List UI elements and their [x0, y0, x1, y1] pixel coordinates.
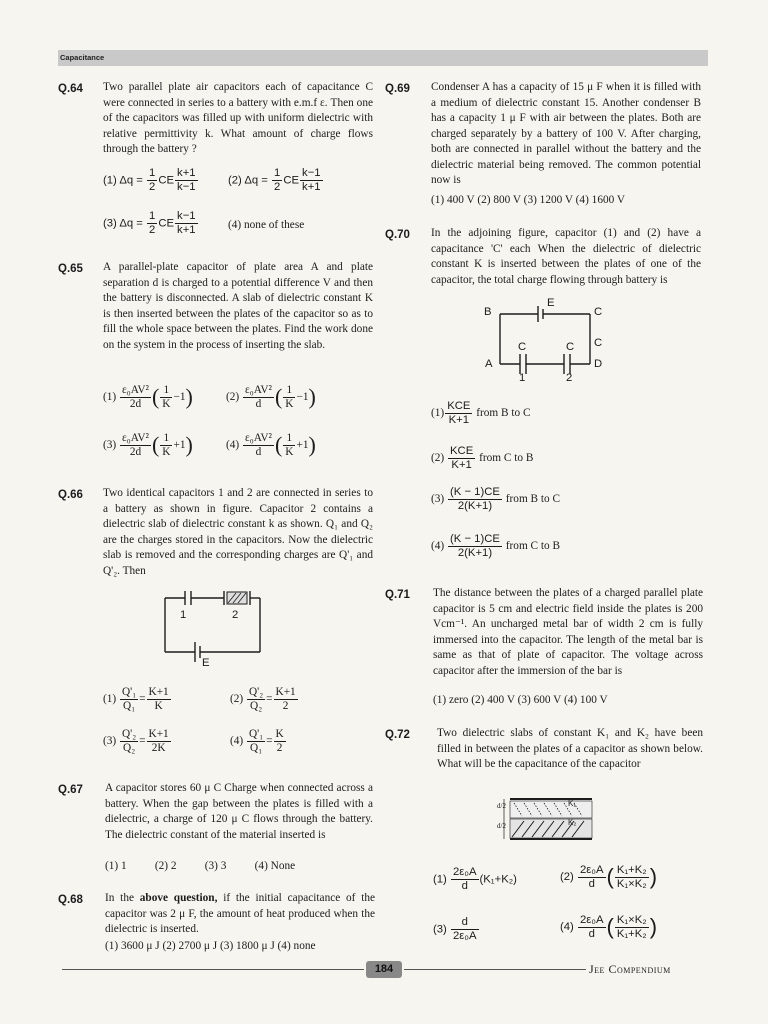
q72-option-3: (3) $\frac{d}{\text{2ε₀A}}$: [433, 916, 477, 942]
question-number-68: Q.68: [58, 894, 83, 906]
upper-half-label: d/2: [497, 802, 506, 810]
q66-option-1: (1) $\frac{\text{Q'₁}}{\text{Q₁}}$ = $\frac{K+1}{K}$: [103, 686, 169, 712]
q70-option-4: (4) $\frac{(K - 1)CE}{2(K+1)}$ from C to B: [431, 533, 561, 559]
q65-option-4: (4) $\frac{\text{ε₀AV²}}{d}$ ( $\frac{1}{K}$ +1): [226, 431, 316, 458]
battery-label: E: [202, 657, 210, 669]
question-number-72: Q.72: [385, 729, 410, 741]
footer-rule-right: [404, 969, 586, 970]
dielectric-slabs-diagram: [496, 796, 596, 842]
q70-option-1: (1) $\frac{\text{KCE}}{K+1}$ from B to C: [431, 400, 531, 426]
lower-half-label: d/2: [497, 822, 506, 830]
question-65-text: A parallel-plate capacitor of plate area A and plate separation d is charged to a potential difference V and then the battery is disconnected. A slab of dielectric constant K is then inserted between the plates of the capacitor so as to fill the whole space between the plates. Find the work done on the system in the process of inserting the slab.: [103, 261, 373, 351]
question-71-text: The distance between the plates of a charged parallel plate capacitor is 5 cm and electric field inside the plates is 200 Vcm⁻¹. An uncharged metal bar of width 2 cm is fully immersed into the capacitor. The length of the metal bar is same as that of plate of capacitor. The voltage across capacitor after the immersion of the bar is: [433, 587, 703, 677]
q72-option-4: (4) $\frac{\text{2ε₀A}}{d}$ ( $\frac{\text{K₁×K₂}}{\text{K₁+K₂}}$ ): [560, 913, 658, 940]
question-number-71: Q.71: [385, 589, 410, 601]
q70-option-3: (3) $\frac{(K - 1)CE}{2(K+1)}$ from B to C: [431, 486, 561, 512]
q66-option-2: (2) $\frac{\text{Q'₂}}{\text{Q₂}}$ = $\frac{K+1}{2}$: [230, 686, 296, 712]
footer-rule-left: [62, 969, 364, 970]
battery-e-label: E: [547, 297, 555, 309]
section-title: Capacitance: [60, 53, 105, 62]
capacitor-2-label: 2: [232, 609, 239, 621]
k1-label: K₁: [568, 799, 577, 808]
question-number-70: Q.70: [385, 229, 410, 241]
question-64-text: Two parallel plate air capacitors each of capacitance C were connected in series to a battery with e.m.f ε. Then one of the capacitors was filled up with uniform dielectric with relative permittivity k. What amount of charge flows through the battery ?: [103, 81, 373, 156]
q65-option-1: (1) $\frac{\text{ε₀AV²}}{2d}$ ( $\frac{1}{K}$ −1): [103, 383, 193, 410]
question-number-66: Q.66: [58, 489, 83, 501]
capacitor-1-c-label: C: [518, 341, 527, 353]
question-72-text: Two dielectric slabs of constant K₁ and K₂ have been filled in between the plates of a capacitor as shown below. What will be the capacitance of the capacitor: [437, 727, 703, 771]
question-69-text: Condenser A has a capacity of 15 μ F when it is filled with a medium of dielectric constant 15. Another condenser B has a capacity 1 μ F with air between the plates. Both are charged separately by a battery of 100 V. After charging, both are connected in parallel without the battery and the dielectric material being removed. The common potential now is: [431, 81, 701, 187]
q64-option-4: (4) none of these: [228, 219, 305, 231]
q69-options: (1) 400 V (2) 800 V (3) 1200 V (4) 1600 V: [431, 194, 626, 206]
section-header-bar: [58, 50, 708, 66]
question-68-text: In the above question, if the initial capacitance of the capacitor was 2 μ F, the amount of heat produced when the dielectric is inserted.: [105, 892, 375, 936]
q72-option-1: (1) $\frac{\text{2ε₀A}}{d}$ (K₁+K₂): [433, 866, 517, 892]
q70-option-2: (2) $\frac{\text{KCE}}{K+1}$ from C to B: [431, 445, 534, 471]
q67-options: (1) 1 (2) 2 (3) 3 (4) None: [105, 860, 296, 872]
page-number: 184: [366, 961, 402, 978]
side-c-label: C: [594, 337, 603, 349]
node-b-label: B: [484, 306, 492, 318]
q65-option-3: (3) $\frac{\text{ε₀AV²}}{2d}$ ( $\frac{1}{K}$ +1): [103, 431, 193, 458]
q64-option-1: (1) Δq = $\frac{1}{2}$ CE $\frac{k+1}{k-1}$: [103, 167, 196, 193]
node-a-label: A: [485, 358, 493, 370]
question-number-65: Q.65: [58, 263, 83, 275]
q71-options: (1) zero (2) 400 V (3) 600 V (4) 100 V: [433, 694, 608, 706]
brand-name: Jee Compendium: [589, 962, 671, 976]
question-number-67: Q.67: [58, 784, 83, 796]
question-70-text: In the adjoining figure, capacitor (1) and (2) have a capacitance 'C' each When the dielectric of dielectric constant K is inserted between the plates of one of the capacitor, the total charge flowing through battery is: [431, 227, 701, 286]
series-capacitor-circuit-diagram: [160, 588, 270, 670]
capacitor-1-number: 1: [519, 372, 526, 384]
question-67-text: A capacitor stores 60 μ C Charge when connected across a battery. When the gap between the plates is filled with a dielectric, a charge of 120 μ C flows through the battery. The dielectric constant of the material inserted is: [105, 782, 373, 841]
node-d-label: D: [594, 358, 603, 370]
capacitor-1-label: 1: [180, 609, 187, 621]
node-c-label: C: [594, 306, 603, 318]
question-66-text: Two identical capacitors 1 and 2 are connected in series to a battery as shown in figure. Capacitor 2 contains a dielectric slab of dielectric constant k as shown. Q₁ and Q₂ are the charges stored in the capacitors. Now the dielectric slab is removed and the corresponding charges are Q'₁ and Q'₂. Then: [103, 487, 373, 577]
capacitor-2-c-label: C: [566, 341, 575, 353]
q66-option-4: (4) $\frac{\text{Q'₁}}{\text{Q₁}}$ = $\frac{K}{2}$: [230, 728, 284, 754]
capacitor-2-number: 2: [566, 372, 573, 384]
question-number-69: Q.69: [385, 83, 410, 95]
q72-option-2: (2) $\frac{\text{2ε₀A}}{d}$ ( $\frac{\text{K₁+K₂}}{\text{K₁×K₂}}$ ): [560, 863, 658, 890]
q64-option-2: (2) Δq = $\frac{1}{2}$ CE $\frac{k-1}{k+1}$: [228, 167, 321, 193]
question-number-64: Q.64: [58, 83, 83, 95]
q65-option-2: (2) $\frac{\text{ε₀AV²}}{d}$ ( $\frac{1}{K}$ −1): [226, 383, 316, 410]
q68-options: (1) 3600 μ J (2) 2700 μ J (3) 1800 μ J (4) none: [105, 940, 316, 952]
k2-label: K₂: [568, 818, 577, 827]
q64-option-3: (3) Δq = $\frac{1}{2}$ CE $\frac{k-1}{k+1}$: [103, 210, 196, 236]
q66-option-3: (3) $\frac{\text{Q'₂}}{\text{Q₂}}$ = $\frac{K+1}{2K}$: [103, 728, 169, 754]
